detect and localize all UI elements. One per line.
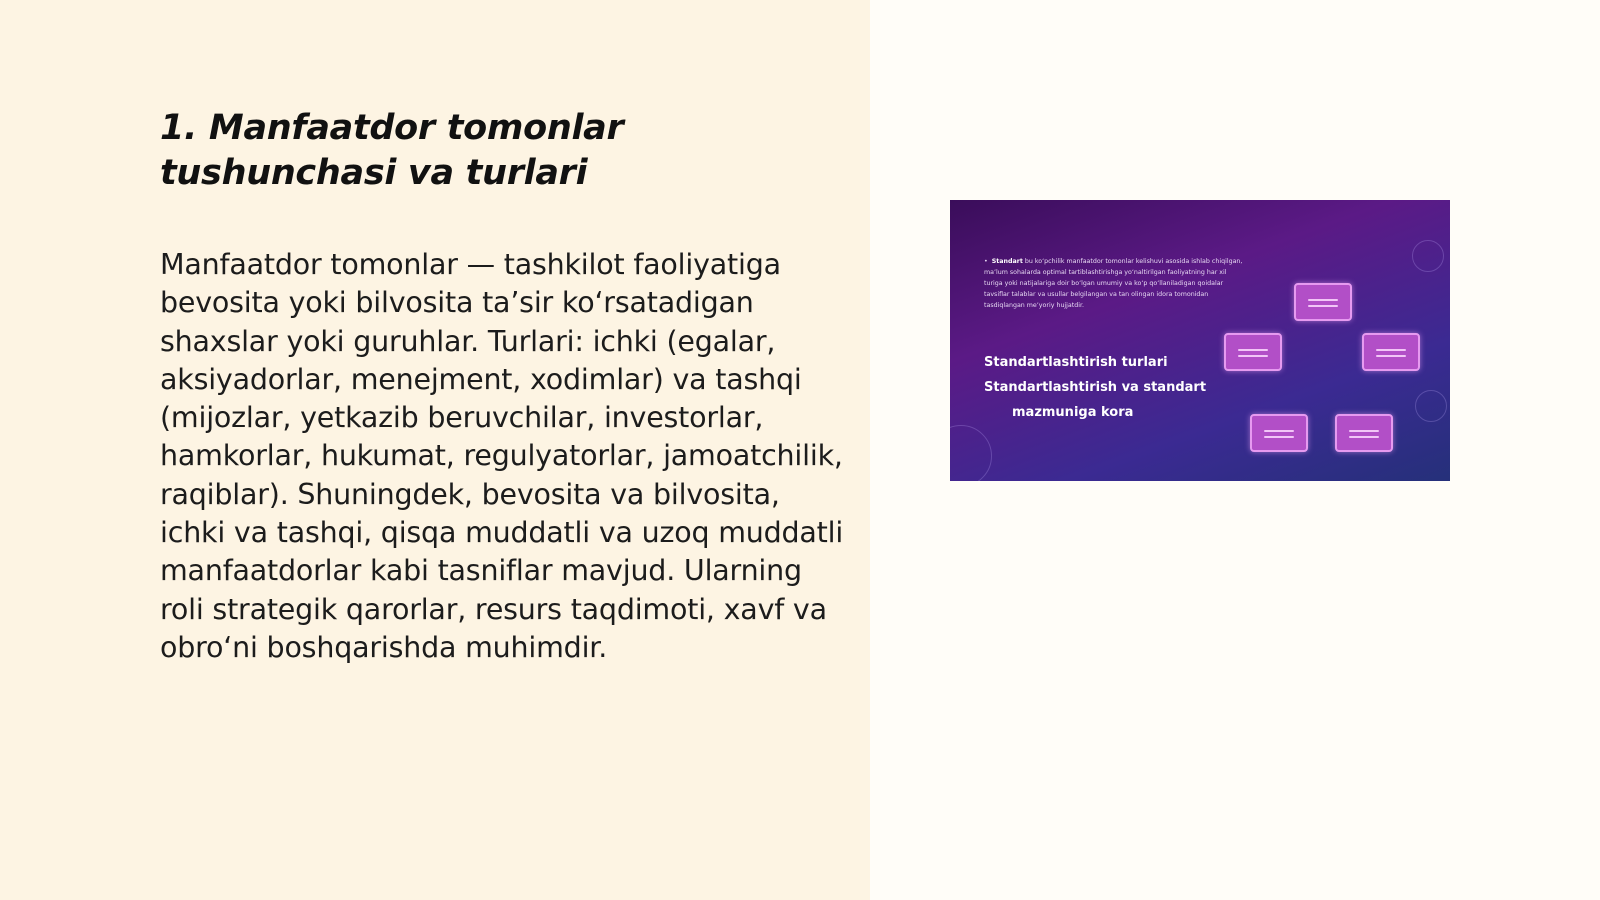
thumbnail-line-1: Standartlashtirish turlari	[984, 355, 1168, 370]
thumbnail-bullet	[984, 256, 1246, 311]
slide-title: 1. Manfaatdor tomonlar tushunchasi va turlari	[160, 108, 624, 193]
thumbnail-line-3: mazmuniga kora	[1012, 405, 1134, 420]
decorative-ring	[1415, 390, 1447, 422]
diagram-box	[1362, 333, 1420, 371]
thumbnail-bullet-bold: Standart	[991, 258, 1023, 265]
thumbnail-line-2: Standartlashtirish va standart	[984, 380, 1207, 395]
diagram-box	[1335, 414, 1393, 452]
decorative-ring	[1412, 240, 1444, 272]
diagram-box	[1250, 414, 1308, 452]
decorative-ring	[950, 425, 992, 481]
slide-body-text: Manfaatdor tomonlar — tashkilot faoliyatiga bevosita yoki bilvosita ta’sir ko‘rsatadigan shaxslar yoki guruhlar. Turlari: ichki (egalar, aksiyadorlar, menejment, xodimlar) va tashqi (mijozlar, yetkazib beruvchilar, investorlar, hamkorlar, hukumat, regulyatorlar, jamoatchilik, raqiblar). Shuningdek, bevosita va bilvosita, ichki va tashqi, qisqa muddatli va uzoq muddatli manfaatdorlar kabi tasniflar mavjud. Ularning roli strategik qarorlar, resurs taqdimoti, xavf va obro‘ni boshqarishda muhimdir.	[160, 248, 844, 664]
bullet-dot-icon: •	[984, 258, 988, 265]
slide-thumbnail-image	[950, 200, 1450, 481]
thumbnail-bullet-text: bu ko‘pchilik manfaatdor tomonlar kelishuvi asosida ishlab chiqilgan, ma’lum sohalarda optimal tartiblashtirishga yo‘naltirilgan faoliyatning har xil turiga yoki natijalariga doir bo‘lgan umumiy va ko‘p qo‘llaniladigan qoidalar tavsiflar talablar va usullar belgilangan va tan olingan idora tomonidan tasdiqlangan me’yoriy hujjatdir.	[984, 258, 1243, 309]
diagram-box	[1294, 283, 1352, 321]
diagram-box	[1224, 333, 1282, 371]
